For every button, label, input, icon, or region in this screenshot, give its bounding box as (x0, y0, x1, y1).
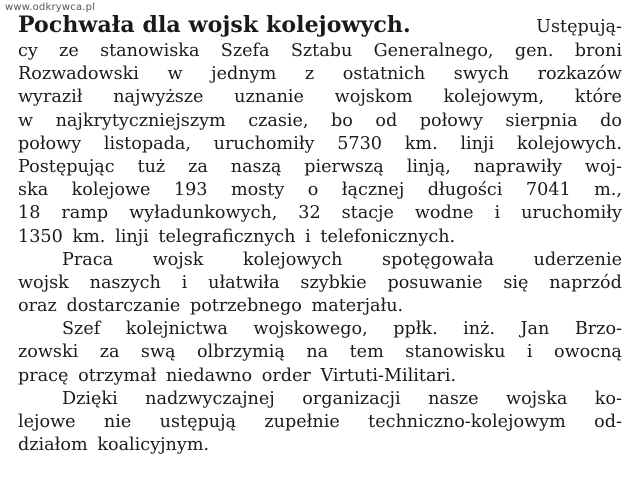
article-line (18, 110, 622, 133)
word: telegraficznych (158, 226, 296, 247)
word: wojsk (18, 272, 69, 293)
word: cy (18, 41, 38, 61)
word: otrzymał (78, 365, 157, 386)
word: 5730 (337, 133, 382, 154)
word: rozkazów (537, 64, 622, 85)
word: gen. (514, 41, 554, 61)
word: bo (331, 110, 353, 131)
article-line (18, 388, 622, 411)
word: techniczno-kolejowym (368, 412, 566, 432)
word: wojska (506, 388, 568, 409)
word: i (526, 342, 533, 363)
word: Generalnego, (373, 41, 494, 61)
article-line: Ustępują- (536, 17, 622, 37)
word: do (600, 110, 622, 131)
word: linją, (406, 156, 451, 177)
word: ko- (594, 388, 622, 409)
word: za (99, 342, 120, 363)
word: nasze (428, 388, 479, 409)
word: kolejowych. (516, 133, 622, 154)
word: Szef (62, 319, 101, 340)
word: nadzwyczajnej (145, 388, 275, 409)
word: 32 (298, 203, 321, 224)
word: szybkie (300, 272, 367, 293)
word: wojskom (334, 87, 413, 108)
word: naszą (230, 156, 282, 177)
word: kolejowym, (443, 87, 545, 108)
word: Jan (520, 319, 550, 340)
word: lejowe (18, 412, 76, 432)
word: posuwanie (387, 272, 483, 293)
article-line (18, 226, 622, 249)
article-line (18, 179, 622, 202)
word: Virtuti-Militari. (320, 365, 457, 386)
word: kolejowe (71, 180, 151, 201)
word: działom (18, 435, 88, 456)
word: w (167, 64, 183, 85)
word: naprzód (549, 272, 622, 293)
word: Praca (62, 249, 114, 270)
word: broni (574, 41, 622, 61)
word: organizacji (302, 388, 401, 409)
article-line (18, 86, 622, 109)
word: się (503, 272, 529, 293)
word: naszych (89, 272, 161, 293)
word: 7041 (525, 180, 571, 201)
word: ska (18, 180, 49, 201)
word: pracę (18, 365, 69, 386)
word: wyraził (18, 87, 83, 108)
word: stanowisku (405, 342, 506, 363)
word: Brzo- (574, 319, 622, 340)
word: ułatwiła (208, 272, 280, 293)
word: o (307, 180, 319, 201)
word: wojskowego, (253, 319, 368, 340)
word: ppłk. (393, 319, 438, 340)
word: km. (404, 133, 438, 154)
word: uruchomiły (521, 203, 622, 224)
word: listopada, (103, 133, 191, 154)
word: tuż (137, 156, 166, 177)
word: wojsk (152, 249, 204, 270)
word: ustępują (159, 412, 237, 432)
article-line (18, 341, 622, 364)
word: które (574, 87, 622, 108)
word: naprawiły (473, 156, 563, 177)
word: uderzenie (533, 249, 622, 270)
article-line (18, 249, 622, 272)
word: i (305, 226, 311, 247)
watermark-url: www.odkrywca.pl (5, 2, 96, 13)
newspaper-article (18, 14, 622, 457)
article-line (18, 318, 622, 341)
word: potrzebnego (189, 296, 302, 317)
article-line (18, 411, 622, 434)
word: i (181, 272, 188, 293)
word: najwyższe (113, 87, 204, 108)
word: Szefa (220, 41, 270, 61)
article-body (18, 40, 622, 457)
word: ze (59, 41, 79, 61)
word: m., (594, 180, 622, 201)
word: od- (594, 412, 622, 432)
word: tem (349, 342, 384, 363)
word: kolejnictwa (125, 319, 228, 340)
word: stanowiska (100, 41, 200, 61)
word: dostarczanie (66, 296, 181, 317)
word: zupełnie (264, 412, 340, 432)
word: wyładunkowych, (129, 203, 278, 224)
word: długości (427, 180, 503, 201)
article-line (18, 365, 622, 388)
word: i (494, 203, 501, 224)
word: materjału. (311, 296, 404, 317)
word: Postępując (18, 156, 115, 177)
word: najkrytyczniejszym (55, 110, 226, 131)
headline-line (18, 14, 622, 40)
word: linji (115, 226, 149, 247)
article-line (18, 202, 622, 225)
word: uruchomiły (213, 133, 315, 154)
word: czasie, (248, 110, 309, 131)
word: mosty (230, 180, 285, 201)
word: połowy (18, 133, 82, 154)
word: swych (453, 64, 509, 85)
word: na (306, 342, 329, 363)
word: owocną (554, 342, 622, 363)
word: zowski (18, 342, 79, 363)
article-line (18, 295, 622, 318)
word: kolejowych (242, 249, 343, 270)
word: koalicyjnym. (97, 435, 210, 456)
word: olbrzymią (196, 342, 285, 363)
word: telefonicznych. (320, 226, 456, 247)
word: order (261, 365, 311, 386)
word: 193 (173, 180, 208, 201)
word: za (188, 156, 208, 177)
word: Sztabu (290, 41, 353, 61)
article-line (18, 272, 622, 295)
word: linji (460, 133, 495, 154)
article-line (18, 156, 622, 179)
word: nie (103, 412, 132, 432)
word: Dzięki (62, 388, 118, 409)
word: sierpnia (505, 110, 578, 131)
word: z (304, 64, 315, 85)
word: niedawno (165, 365, 253, 386)
word: spotęgowała (382, 249, 494, 270)
word: swą (140, 342, 176, 363)
word: 18 (18, 203, 41, 224)
word: ramp (61, 203, 109, 224)
word: woj- (584, 156, 622, 177)
word: jednym (211, 64, 277, 85)
word: pierwszą (304, 156, 384, 177)
word: w (18, 110, 34, 131)
word: inż. (463, 319, 495, 340)
word: połowy (419, 110, 483, 131)
word: uznanie (234, 87, 304, 108)
word: km. (72, 226, 106, 247)
article-line (18, 133, 622, 156)
word: od (375, 110, 398, 131)
word: 1350 (18, 226, 63, 247)
word: oraz (18, 296, 57, 317)
word: stacje (341, 203, 394, 224)
article-line (18, 434, 622, 457)
article-line (18, 40, 622, 63)
word: Rozwadowski (18, 64, 139, 85)
word: wodne (414, 203, 474, 224)
word: ostatnich (342, 64, 426, 85)
article-line (18, 63, 622, 86)
word: łącznej (341, 180, 405, 201)
article-headline: Pochwała dla wojsk kolejowych. (18, 12, 411, 38)
